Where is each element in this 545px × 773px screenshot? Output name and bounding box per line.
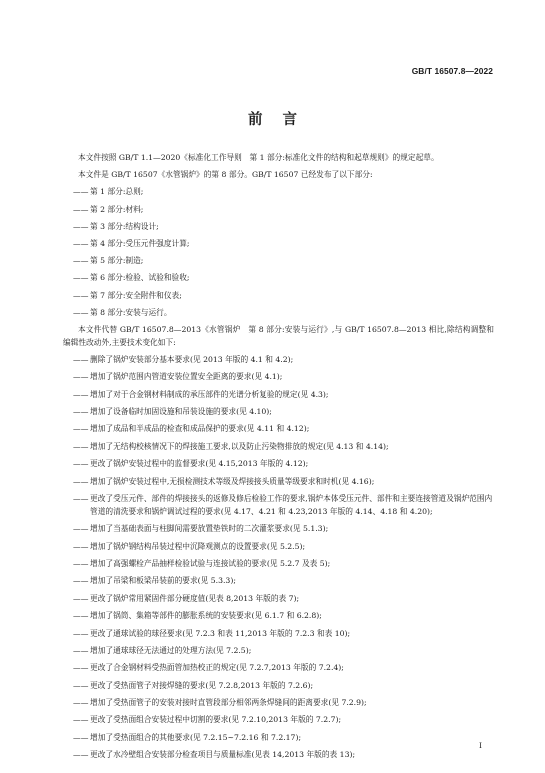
change-text: 增加了通球球径无法通过的处理方法(见 7.2.5); xyxy=(90,645,252,655)
list-item xyxy=(63,610,494,623)
change-text: 增加了锅炉钢结构吊装过程中沉降观测点的设置要求(见 5.2.5); xyxy=(90,541,306,551)
page-title: 前言 xyxy=(248,112,317,128)
dash-mark: —— xyxy=(73,715,89,725)
dash-mark: —— xyxy=(73,204,89,214)
dash-mark: —— xyxy=(73,732,89,742)
list-item xyxy=(63,354,494,367)
dash-mark: —— xyxy=(73,541,89,551)
change-text: 增加了受热面管子的安装对接时直管段部分相邻两条焊缝间的距离要求(见 7.2.9); xyxy=(90,698,367,708)
dash-mark: —— xyxy=(73,290,89,300)
dash-mark: —— xyxy=(73,273,89,283)
dash-mark: —— xyxy=(73,221,89,231)
change-text: 更改了合金钢材料受热面管加热校正的规定(见 7.2.7,2013 年版的 7.2.4); xyxy=(90,663,344,673)
page-number: I xyxy=(479,741,482,750)
part-text: 第 6 部分:检验、试验和验收; xyxy=(90,273,190,283)
list-item xyxy=(63,662,494,675)
parts-list xyxy=(63,186,494,319)
standard-code: GB/T 16507.8—2022 xyxy=(411,66,493,76)
dash-mark: —— xyxy=(73,611,89,621)
change-text: 增加了锅炉安装过程中,无损检测技术等级及焊接接头质量等级要求和时机(见 4.16); xyxy=(90,476,375,486)
list-item xyxy=(63,186,494,199)
list-item xyxy=(63,441,494,454)
replacement-statement: 本文件代替 GB/T 16507.8—2013《水管锅炉 第 8 部分:安装与运行》,与 GB/T 16507.8—2013 相比,除结构调整和编辑性改动外,主要技术变化如下: xyxy=(63,324,494,347)
part-text: 第 2 部分:材料; xyxy=(90,204,144,214)
list-item xyxy=(63,371,494,384)
change-text: 增加了对于合金钢材料制成的承压部件的光谱分析复验的规定(见 4.3); xyxy=(90,389,329,399)
list-item xyxy=(63,238,494,251)
change-text: 增加了设备临时加固设施和吊装设施的要求(见 4.10); xyxy=(90,407,272,417)
list-item xyxy=(63,697,494,710)
dash-mark: —— xyxy=(73,750,89,760)
list-item xyxy=(63,423,494,436)
list-item xyxy=(63,732,494,745)
list-item xyxy=(63,714,494,727)
change-text: 更改了通球试验的球径要求(见 7.2.3 和表 11,2013 年版的 7.2.3 和表 10); xyxy=(90,628,351,638)
dash-mark: —— xyxy=(73,459,89,469)
dash-mark: —— xyxy=(73,680,89,690)
series-statement: 本文件是 GB/T 16507《水管锅炉》的第 8 部分。GB/T 16507 已经发布了以下部分: xyxy=(78,170,373,180)
change-text: 增加了受热面组合的其他要求(见 7.2.15~7.2.16 和 7.2.17); xyxy=(90,732,302,742)
list-item xyxy=(63,541,494,554)
dash-mark: —— xyxy=(73,558,89,568)
dash-mark: —— xyxy=(73,307,89,317)
change-text: 更改了锅炉安装过程中的监督要求(见 4.15,2013 年版的 4.12); xyxy=(90,459,309,469)
change-text: 增加了锅筒、集箱等部件的膨胀系统的安装要求(见 6.1.7 和 6.2.8); xyxy=(90,611,322,621)
change-text: 更改了受热面组合安装过程中切割的要求(见 7.2.10,2013 年版的 7.2.7); xyxy=(90,715,342,725)
part-text: 第 8 部分:安装与运行。 xyxy=(90,307,172,317)
list-item xyxy=(63,389,494,402)
list-item xyxy=(63,523,494,536)
dash-mark: —— xyxy=(73,389,89,399)
dash-mark: —— xyxy=(73,628,89,638)
list-item xyxy=(63,204,494,217)
part-text: 第 1 部分:总则; xyxy=(90,187,144,197)
list-item xyxy=(63,593,494,606)
list-item xyxy=(63,221,494,234)
change-text: 增加了高强螺栓产品抽样检验试验与连接试验的要求(见 5.2.7 及表 5); xyxy=(90,558,331,568)
list-item xyxy=(63,406,494,419)
part-text: 第 4 部分:受压元件强度计算; xyxy=(90,238,190,248)
change-text: 更改了受热面管子对接焊缝的要求(见 7.2.8,2013 年版的 7.2.6); xyxy=(90,680,314,690)
dash-mark: —— xyxy=(73,256,89,266)
change-text: 增加了当基础表面与柱脚间需要放置垫铁时的二次灌浆要求(见 5.1.3); xyxy=(90,524,329,534)
dash-mark: —— xyxy=(73,493,89,503)
change-text: 更改了锅炉常用紧固件部分硬度值(见表 8,2013 年版的表 7); xyxy=(90,593,300,603)
list-item xyxy=(63,575,494,588)
dash-mark: —— xyxy=(73,698,89,708)
dash-mark: —— xyxy=(73,354,89,364)
change-text: 更改了受压元件、部件的焊接接头的返修及修后检验工作的要求,锅炉本体受压元件、部件和主要连接管道及锅炉范围内管道的清洗要求和锅炉调试过程的要求(见 4.17、4.21 和 4.23,2013 年版的 4.14、4.18 和 4.20); xyxy=(90,493,493,516)
change-text: 增加了成品和半成品的检查和成品保护的要求(见 4.11 和 4.12); xyxy=(90,424,310,434)
dash-mark: —— xyxy=(73,238,89,248)
dash-mark: —— xyxy=(73,645,89,655)
list-item xyxy=(63,749,494,762)
list-item xyxy=(63,645,494,658)
dash-mark: —— xyxy=(73,663,89,673)
part-text: 第 7 部分:安全附件和仪表; xyxy=(90,290,182,300)
document-body xyxy=(63,152,494,767)
change-text: 更改了水冷壁组合安装部分检查项目与质量标准(见表 14,2013 年版的表 13); xyxy=(90,750,356,760)
drafting-statement: 本文件按照 GB/T 1.1—2020《标准化工作导则 第 1 部分:标准化文件的结构和起草规则》的规定起草。 xyxy=(78,153,439,162)
dash-mark: —— xyxy=(73,407,89,417)
dash-mark: —— xyxy=(73,187,89,197)
dash-mark: —— xyxy=(73,441,89,451)
dash-mark: —— xyxy=(73,476,89,486)
dash-mark: —— xyxy=(73,593,89,603)
change-text: 删除了锅炉安装部分基本要求(见 2013 年版的 4.1 和 4.2); xyxy=(90,354,294,364)
part-text: 第 3 部分:结构设计; xyxy=(90,221,159,231)
dash-mark: —— xyxy=(73,576,89,586)
changes-list xyxy=(63,354,494,762)
dash-mark: —— xyxy=(73,424,89,434)
change-text: 增加了锅炉范围内管道安装位置安全距离的要求(见 4.1); xyxy=(90,372,283,382)
list-item xyxy=(63,255,494,268)
list-item xyxy=(63,476,494,489)
list-item xyxy=(63,493,494,519)
list-item xyxy=(63,272,494,285)
dash-mark: —— xyxy=(73,372,89,382)
list-item xyxy=(63,307,494,320)
dash-mark: —— xyxy=(73,524,89,534)
list-item xyxy=(63,458,494,471)
change-text: 增加了无结构校核情况下的焊接施工要求,以及防止污染物排放的规定(见 4.13 和 4.14); xyxy=(90,441,389,451)
list-item xyxy=(63,558,494,571)
list-item xyxy=(63,680,494,693)
part-text: 第 5 部分:制造; xyxy=(90,256,144,266)
change-text: 增加了吊梁和板梁吊装前的要求(见 5.3.3); xyxy=(90,576,236,586)
list-item xyxy=(63,628,494,641)
list-item xyxy=(63,290,494,303)
